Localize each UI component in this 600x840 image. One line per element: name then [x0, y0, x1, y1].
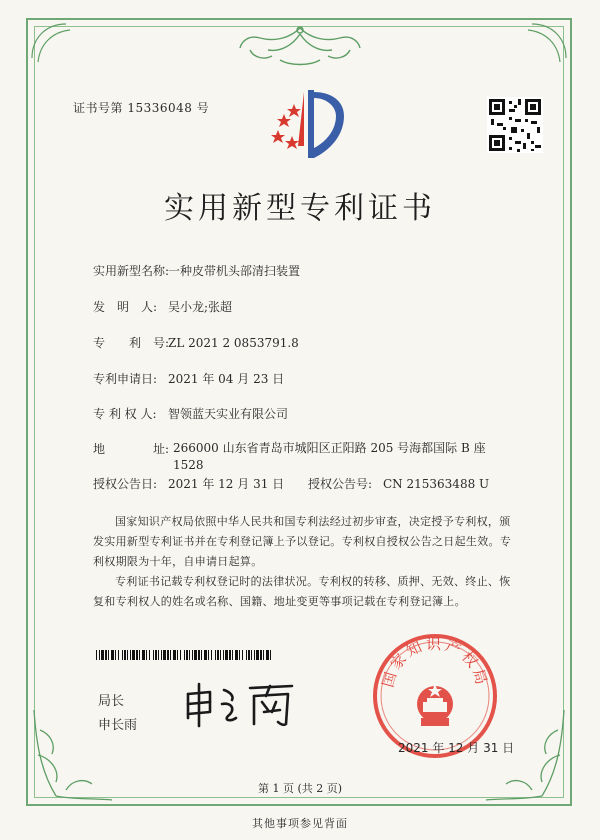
- svg-text:国家知识产权局: [379, 635, 492, 689]
- barcode-bar: [142, 650, 145, 660]
- barcode-bar: [153, 650, 154, 660]
- page-indicator: 第 1 页 (共 2 页): [257, 782, 343, 795]
- barcode-bar: [158, 650, 159, 660]
- barcode-bar: [118, 650, 119, 660]
- corner-ornament-top-left: [26, 18, 86, 78]
- seal-date: 2021 年 12 月 31 日: [398, 741, 515, 755]
- barcode-bar: [161, 650, 162, 660]
- barcode-bar: [266, 650, 269, 660]
- barcode-bar: [189, 650, 190, 660]
- barcode-bar: [111, 650, 114, 660]
- field-announcement-date: [93, 475, 284, 492]
- barcode-bar: [184, 650, 185, 660]
- top-ornament: [220, 20, 380, 70]
- cnipa-logo: [268, 86, 348, 162]
- barcode-bar: [208, 650, 209, 660]
- barcode-bar: [270, 650, 271, 660]
- corner-ornament-top-right: [512, 18, 572, 78]
- barcode-bar: [217, 650, 219, 660]
- barcode-bar: [263, 650, 264, 660]
- barcode-bar: [260, 650, 262, 660]
- field-patentee: [93, 405, 288, 422]
- certificate-title: 实用新型专利证书: [164, 191, 436, 226]
- field-value: 吴小龙;张超: [168, 300, 233, 314]
- barcode-bar: [167, 650, 169, 660]
- barcode-bar: [225, 650, 228, 660]
- barcode-bar: [96, 650, 97, 660]
- barcode-bar: [124, 650, 126, 660]
- field-application-date: [93, 370, 284, 387]
- barcode-bar: [130, 650, 131, 660]
- field-label: 发 明 人:: [93, 300, 158, 314]
- field-label: 授权公告号:: [308, 477, 373, 491]
- barcode-bar: [246, 650, 247, 660]
- barcode-bar: [122, 650, 123, 660]
- barcode-bar: [155, 650, 157, 660]
- barcode-bar: [194, 650, 197, 660]
- barcode-bar: [204, 650, 207, 660]
- director-name: 申长雨: [98, 718, 138, 733]
- barcode-bar: [248, 650, 250, 660]
- field-value: 2021 年 04 月 23 日: [168, 372, 285, 386]
- qr-code[interactable]: [487, 97, 543, 153]
- barcode-bar: [132, 650, 135, 660]
- director-title: 局长: [98, 694, 125, 709]
- field-label: 专利申请日:: [93, 372, 158, 386]
- barcode-bar: [177, 650, 178, 660]
- field-value: 2021 年 12 月 31 日: [168, 477, 285, 491]
- back-note: 其他事项参见背面: [252, 817, 348, 830]
- barcode-bar: [251, 650, 252, 660]
- barcode: [96, 650, 271, 660]
- field-value: ZL 2021 2 0853791.8: [168, 336, 299, 350]
- field-address-label: [93, 440, 168, 457]
- field-label: 地 址:: [93, 442, 170, 456]
- barcode-bar: [127, 650, 128, 660]
- barcode-bar: [136, 650, 138, 660]
- barcode-bar: [163, 650, 166, 660]
- barcode-bar: [99, 650, 100, 660]
- barcode-bar: [235, 650, 238, 660]
- field-label: 实用新型名称:: [93, 264, 170, 278]
- field-announcement-number: [308, 475, 489, 492]
- legal-paragraph-1: 国家知识产权局依照中华人民共和国专利法经过初步审查，决定授予专利权，颁发实用新型专利证书并在专利登记簿上予以登记。专利权自授权公告之日起生效。专利权期限为十年，自申请日起算。: [93, 515, 512, 568]
- barcode-bar: [223, 650, 224, 660]
- barcode-bar: [146, 650, 147, 660]
- certificate-number: 证书号第 15336048 号: [73, 101, 210, 115]
- barcode-bar: [215, 650, 216, 660]
- barcode-bar: [192, 650, 193, 660]
- seal-text: 国家知识产权局: [378, 635, 492, 690]
- field-value: 智领蓝天实业有限公司: [168, 407, 289, 421]
- barcode-bar: [232, 650, 233, 660]
- barcode-bar: [149, 650, 150, 660]
- barcode-bar: [105, 650, 107, 660]
- field-patent-number: [93, 334, 299, 351]
- barcode-bar: [170, 650, 171, 660]
- barcode-bar: [186, 650, 188, 660]
- field-utility-model-name: [93, 262, 300, 279]
- field-value: 一种皮带机头部清扫装置: [168, 264, 301, 278]
- field-label: 专 利 权 人:: [93, 407, 157, 421]
- barcode-bar: [115, 650, 116, 660]
- barcode-bar: [139, 650, 140, 660]
- barcode-bar: [254, 650, 255, 660]
- director-signature: [180, 680, 300, 728]
- barcode-bar: [101, 650, 104, 660]
- barcode-bar: [180, 650, 181, 660]
- field-inventor: [93, 298, 232, 315]
- field-label: 专 利 号:: [93, 336, 170, 350]
- barcode-bar: [198, 650, 200, 660]
- barcode-bar: [256, 650, 259, 660]
- barcode-bar: [201, 650, 202, 660]
- barcode-bar: [220, 650, 221, 660]
- barcode-bar: [242, 650, 243, 660]
- barcode-bar: [173, 650, 176, 660]
- barcode-bar: [229, 650, 231, 660]
- field-address-value: 266000 山东省青岛市城阳区正阳路 205 号海都国际 B 座 1528: [173, 441, 486, 472]
- field-value: CN 215363488 U: [383, 477, 490, 491]
- barcode-bar: [108, 650, 109, 660]
- barcode-bar: [239, 650, 240, 660]
- barcode-bar: [211, 650, 212, 660]
- field-label: 授权公告日:: [93, 477, 158, 491]
- legal-paragraph-2: 专利证书记载专利权登记时的法律状况。专利权的转移、质押、无效、终止、恢复和专利权人的姓名或名称、国籍、地址变更等事项记载在专利登记簿上。: [93, 575, 511, 608]
